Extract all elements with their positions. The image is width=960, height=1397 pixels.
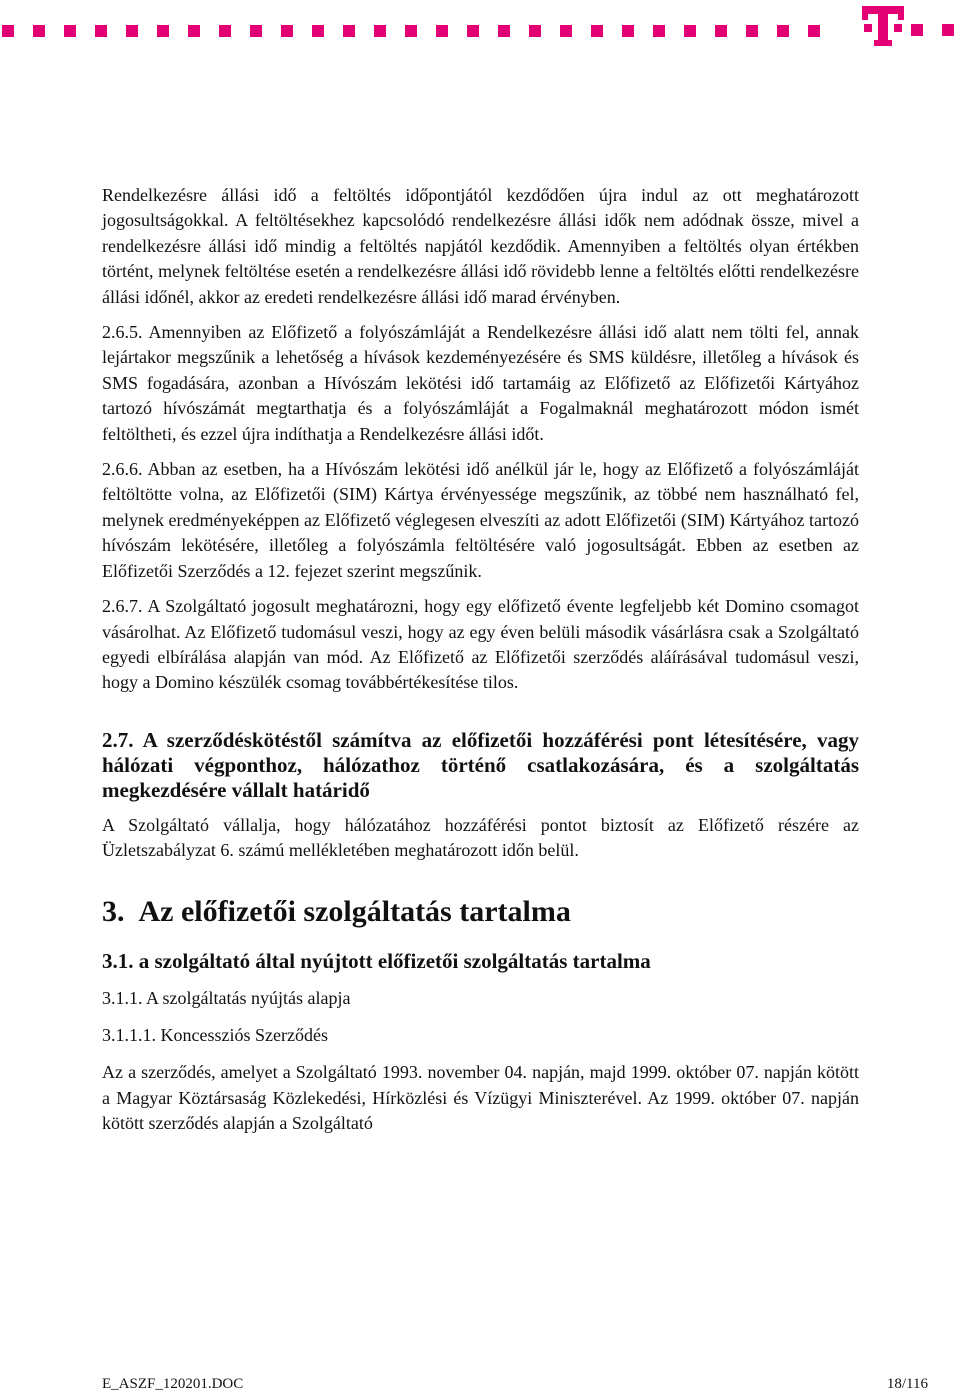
brand-square	[777, 25, 789, 37]
brand-square	[64, 25, 76, 37]
brand-square	[911, 24, 923, 36]
brand-dot-strip	[0, 24, 852, 38]
brand-square	[684, 25, 696, 37]
brand-square	[591, 25, 603, 37]
section-heading-2-7: 2.7. A szerződéskötéstől számítva az előfizetői hozzáférési pont létesítésére, vagy hálózati végponthoz, hálózathoz történő csatlakozására, és a szolgáltatás megkezdésére vállalt határidő	[102, 727, 859, 802]
brand-square	[343, 25, 355, 37]
brand-square	[405, 25, 417, 37]
brand-square	[250, 25, 262, 37]
paragraph-2-7: A Szolgáltató vállalja, hogy hálózatához hozzáférési pontot biztosít az Előfizető részére az Üzletszabályzat 6. számú mellékletében meghatározott időn belül.	[102, 814, 859, 861]
chapter-heading-3	[102, 894, 859, 930]
brand-square	[374, 25, 386, 37]
subsection-heading-3-1-1-1: 3.1.1.1. Koncessziós Szerződés	[102, 1024, 328, 1045]
paragraph-2-6-5: 2.6.5. Amennyiben az Előfizető a folyószámláját a Rendelkezésre állási idő alatt nem tölti fel, annak lejártakor megszűnik a lehetőség a hívások kezdeményezésére és SMS küldésre, illetőleg a hívások és SMS fogadására, azonban a Hívószám lekötési idő tartamáig az Előfizető az Előfizetői Kártyához tartozó hívószámát megtarthatja és a folyószámláját a Fogalmaknál meghatározott módon ismét feltöltheti, és ezzel újra indíthatja a Rendelkezésre állási időt.	[102, 322, 859, 444]
page-footer	[102, 1376, 928, 1393]
brand-square	[436, 25, 448, 37]
brand-dot-strip-tail	[911, 24, 954, 36]
chapter-title: Az előfizetői szolgáltatás tartalma	[138, 894, 571, 928]
footer-page-number: 18/116	[886, 1376, 928, 1392]
brand-square	[653, 25, 665, 37]
chapter-number: 3.	[102, 894, 125, 928]
brand-square	[312, 25, 324, 37]
brand-square	[33, 25, 45, 37]
document-body	[102, 183, 859, 1137]
brand-square	[622, 25, 634, 37]
paragraph-3-1-1-1: Az a szerződés, amelyet a Szolgáltató 1993. november 04. napján, majd 1999. október 07. napján kötött a Magyar Köztársaság Közlekedési, Hírközlési és Vízügyi Miniszterével. Az 1999. október 07. napján kötött szerződés alapján a Szolgáltató	[102, 1062, 859, 1134]
paragraph-2-6-6: 2.6.6. Abban az esetben, ha a Hívószám lekötési idő anélkül jár le, hogy az Előfizető a folyószámláját feltöltötte volna, az Előfizetői (SIM) Kártya érvényessége megszűnik, az többé nem használható fel, melynek eredményeképpen az Előfizető véglegesen elveszíti az adott Előfizetői (SIM) Kártyához tartozó hívószám lekötésére, illetőleg a folyószámla feltöltésére való jogosultságát. Ebben az esetben az Előfizetői Szerződés a 12. fejezet szerint megszűnik.	[102, 459, 859, 581]
paragraph-2-6-7: 2.6.7. A Szolgáltató jogosult meghatározni, hogy egy előfizető évente legfeljebb két Domino csomagot vásárolhat. Az Előfizető tudomásul veszi, hogy az egy éven belüli második vásárlásra csak a Szolgáltató egyedi elbírálása alapján van mód. Az Előfizető az Előfizetői szerződés aláírásával tudomásul veszi, hogy a Domino készülék csomag továbbértékesítése tilos.	[102, 596, 859, 693]
section-heading-3-1: 3.1. a szolgáltató által nyújtott előfizetői szolgáltatás tartalma	[102, 948, 651, 973]
brand-square	[467, 25, 479, 37]
footer-document-name: E_ASZF_120201.DOC	[102, 1376, 244, 1392]
brand-square	[188, 25, 200, 37]
brand-square	[498, 25, 510, 37]
brand-square	[560, 25, 572, 37]
paragraph-recharge-validity: Rendelkezésre állási idő a feltöltés időpontjától kezdődően újra indul az ott meghatározott jogosultságokkal. A feltöltésekhez kapcsolódó rendelkezésre állási idők nem adódnak össze, mivel a rendelkezésre állási idő mindig a feltöltés napjától kezdődik. Amennyiben a feltöltés olyan értékben történt, melynek feltöltése esetén a rendelkezésre állási idő rövidebb lenne a feltöltés előtti rendelkezésre állási időnél, akkor az eredeti rendelkezésre állási idő marad érvényben.	[102, 185, 859, 307]
brand-square	[219, 25, 231, 37]
brand-square	[746, 25, 758, 37]
telekom-t-logo-icon	[862, 0, 904, 52]
brand-square	[157, 25, 169, 37]
brand-square	[281, 25, 293, 37]
brand-square	[529, 25, 541, 37]
brand-square	[715, 25, 727, 37]
brand-square	[126, 25, 138, 37]
brand-square	[95, 25, 107, 37]
brand-square	[942, 24, 954, 36]
brand-square	[2, 25, 14, 37]
subsection-heading-3-1-1: 3.1.1. A szolgáltatás nyújtás alapja	[102, 987, 351, 1008]
brand-square	[808, 25, 820, 37]
